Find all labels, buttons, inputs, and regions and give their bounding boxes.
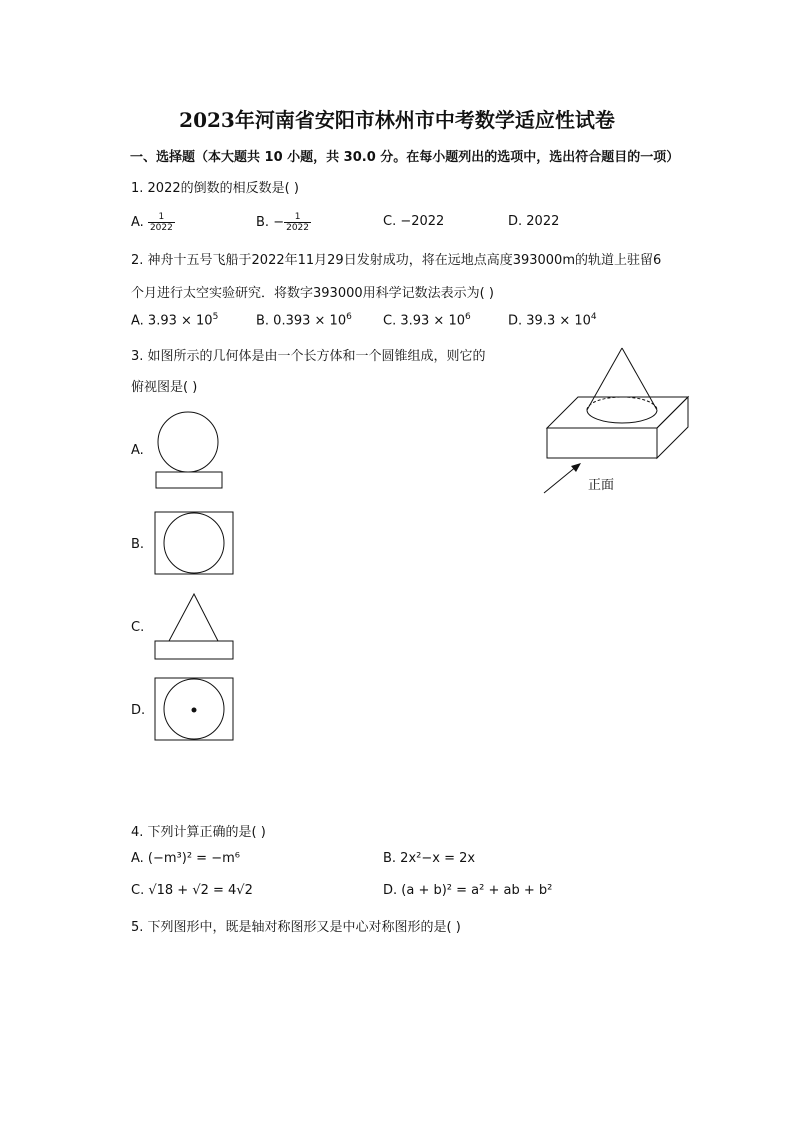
q1-option-b <box>256 212 311 233</box>
option-a-rectangle <box>156 472 222 488</box>
q3-solid-figure <box>540 340 700 500</box>
q2-option-c-base: C. 3.93 × 10 <box>383 313 465 329</box>
option-a-circle <box>158 412 218 472</box>
cuboid-side-face <box>657 397 688 458</box>
q1-option-a-fraction <box>148 212 175 233</box>
front-view-label: 正面 <box>588 478 615 493</box>
q2-option-b-exponent: 6 <box>346 312 352 322</box>
option-d-center-dot <box>192 708 197 713</box>
q3-option-a-figure <box>154 408 226 492</box>
q1-option-b-numerator: 1 <box>284 212 311 223</box>
q3-option-b-figure <box>154 511 236 577</box>
q3-option-a-label: A. <box>131 443 144 458</box>
q1-option-c: C. −2022 <box>383 214 445 229</box>
q2-option-d-exponent: 4 <box>590 312 597 322</box>
q1-option-a-denominator: 2022 <box>149 223 173 233</box>
q3-option-d-figure <box>154 677 236 743</box>
q1-option-d: D. 2022 <box>508 214 560 229</box>
q1-option-a <box>131 212 175 233</box>
q4-option-d: D. (a + b)² = a² + ab + b² <box>383 883 553 898</box>
q3-option-d-label: D. <box>131 703 146 718</box>
front-arrow-shaft <box>544 466 577 493</box>
cone-left-edge <box>587 348 622 410</box>
page-title: 2023年河南省安阳市林州市中考数学适应性试卷 <box>179 108 615 132</box>
q1-option-b-denominator: 2022 <box>286 223 310 233</box>
q4-option-a: A. (−m³)² = −m⁶ <box>131 851 240 866</box>
cone-base-hidden-arc <box>587 397 657 410</box>
q2-option-c-exponent: 6 <box>465 312 471 322</box>
q2-option-b-base: B. 0.393 × 10 <box>256 313 347 329</box>
cone-base-front-arc <box>587 410 657 423</box>
q2-option-a <box>131 312 218 328</box>
option-b-circle <box>164 513 224 573</box>
question-3-stem-line1: 3. 如图所示的几何体是由一个长方体和一个圆锥组成，则它的 <box>131 349 486 364</box>
q2-option-d <box>508 312 597 328</box>
section-heading: 一、选择题（本大题共 10 小题，共 30.0 分。在每小题列出的选项中，选出符合题目的一项） <box>130 150 680 165</box>
q4-option-c: C. √18 + √2 = 4√2 <box>131 883 253 898</box>
option-b-rectangle <box>155 512 233 574</box>
q1-option-a-numerator: 1 <box>148 212 175 223</box>
q2-option-b <box>256 312 352 328</box>
question-1-stem: 1. 2022的倒数的相反数是( ) <box>131 181 299 196</box>
q3-option-b-label: B. <box>131 537 145 552</box>
question-5-stem: 5. 下列图形中，既是轴对称图形又是中心对称图形的是( ) <box>131 920 461 935</box>
cuboid-front-face <box>547 428 657 458</box>
q2-option-c <box>383 312 471 328</box>
question-2-stem-line2: 个月进行太空实验研究．将数字393000用科学记数法表示为( ) <box>131 286 494 301</box>
q2-option-d-base: D. 39.3 × 10 <box>508 313 591 329</box>
question-3-stem-line2: 俯视图是( ) <box>131 380 198 395</box>
option-c-triangle <box>169 594 218 641</box>
q1-option-b-fraction <box>284 212 311 233</box>
q4-option-b: B. 2x²−x = 2x <box>383 851 476 866</box>
question-4-stem: 4. 下列计算正确的是( ) <box>131 825 266 840</box>
q2-option-a-exponent: 5 <box>212 312 219 322</box>
option-c-rectangle <box>155 641 233 659</box>
q1-option-b-label: B. <box>256 215 270 230</box>
question-2-stem-line1: 2. 神舟十五号飞船于2022年11月29日发射成功，将在远地点高度393000m的轨道上驻留6 <box>131 253 662 268</box>
q2-option-a-base: A. 3.93 × 10 <box>131 313 213 329</box>
q1-option-b-sign: − <box>273 215 285 230</box>
q3-option-c-label: C. <box>131 620 145 635</box>
front-arrow-head-icon <box>571 463 581 472</box>
q1-option-a-label: A. <box>131 215 144 230</box>
cone-right-edge <box>622 348 657 410</box>
q3-option-c-figure <box>154 591 236 663</box>
